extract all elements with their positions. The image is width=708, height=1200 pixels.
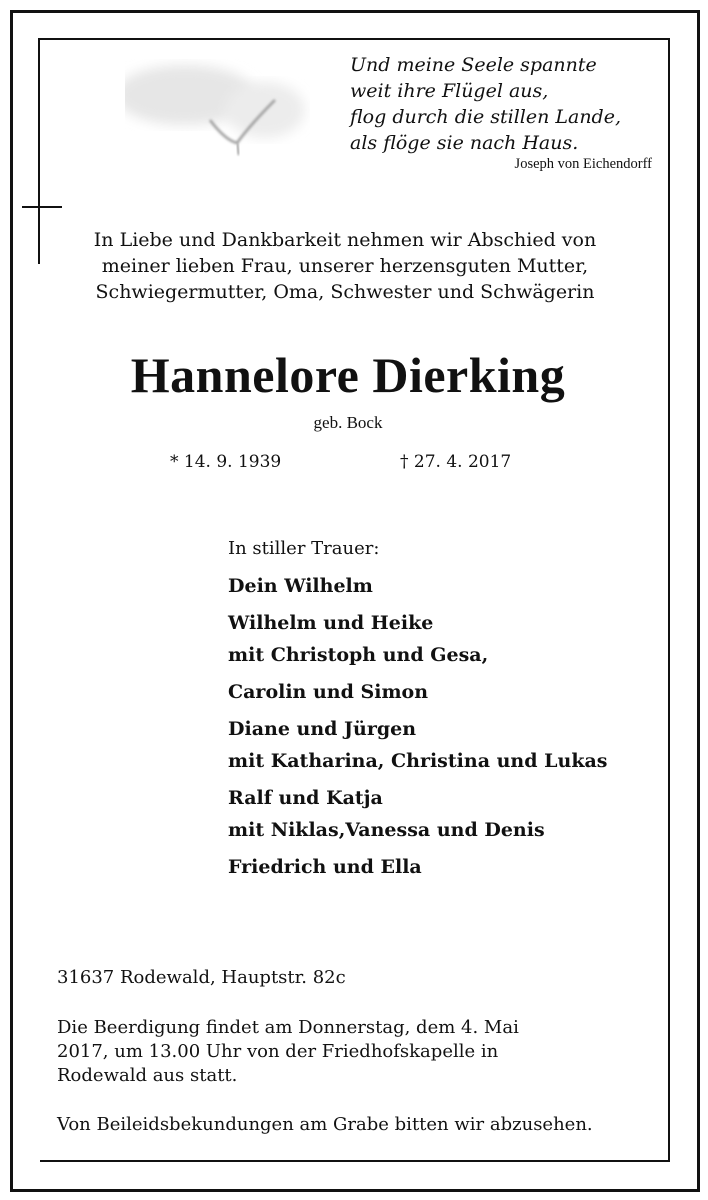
mourner-line: Diane und Jürgen xyxy=(228,718,417,740)
mourner-line: mit Niklas,Vanessa und Denis xyxy=(228,819,545,841)
poem-line: als flöge sie nach Haus. xyxy=(350,132,579,154)
funeral-info xyxy=(57,1016,657,1088)
poem-verse xyxy=(350,52,660,156)
inner-frame-bottom xyxy=(40,1160,670,1162)
funeral-line: Rodewald aus statt. xyxy=(57,1065,238,1086)
cross-icon-horizontal xyxy=(22,206,62,208)
mourner-line: Dein Wilhelm xyxy=(228,575,373,597)
intro-text xyxy=(50,227,640,305)
intro-line: meiner lieben Frau, unserer herzensguten Mutter, xyxy=(101,255,589,277)
maiden-name: geb. Bock xyxy=(313,413,383,432)
intro-line: In Liebe und Dankbarkeit nehmen wir Abschied von xyxy=(93,229,597,251)
cross-icon-vertical xyxy=(38,180,40,264)
intro-line: Schwiegermutter, Oma, Schwester und Schwägerin xyxy=(95,281,595,303)
poem-line: flog durch die stillen Lande, xyxy=(350,106,622,128)
mourner-line: Friedrich und Ella xyxy=(228,856,422,878)
deceased-name: Hannelore Dierking xyxy=(130,347,566,403)
funeral-line: Die Beerdigung findet am Donnerstag, dem 4. Mai xyxy=(57,1017,519,1038)
poem-author: Joseph von Eichendorff xyxy=(514,156,652,172)
mourner-line: mit Christoph und Gesa, xyxy=(228,644,489,666)
death-date: † 27. 4. 2017 xyxy=(400,452,512,472)
mourner-line: mit Katharina, Christina und Lukas xyxy=(228,750,608,772)
mourner-line: Ralf und Katja xyxy=(228,787,383,809)
inner-frame-top xyxy=(38,38,670,40)
mourner-group xyxy=(228,570,668,602)
mourner-line: Carolin und Simon xyxy=(228,681,429,703)
mourner-group xyxy=(228,851,668,883)
funeral-line: 2017, um 13.00 Uhr von der Friedhofskapelle in xyxy=(57,1041,499,1062)
mourner-group xyxy=(228,607,668,671)
mourners-label: In stiller Trauer: xyxy=(228,538,380,559)
mourner-line: Wilhelm und Heike xyxy=(228,612,434,634)
address: 31637 Rodewald, Hauptstr. 82c xyxy=(57,967,346,988)
poem-line: weit ihre Flügel aus, xyxy=(350,80,549,102)
mourner-group xyxy=(228,782,668,846)
condolence-note: Von Beileidsbekundungen am Grabe bitten wir abzusehen. xyxy=(57,1114,593,1135)
mourners-list xyxy=(228,570,668,888)
flying-bird-icon xyxy=(125,55,310,165)
poem-line: Und meine Seele spannte xyxy=(350,54,597,76)
mourner-group xyxy=(228,676,668,708)
mourner-group xyxy=(228,713,668,777)
inner-frame-right xyxy=(668,38,670,1162)
birth-date: * 14. 9. 1939 xyxy=(170,452,282,472)
